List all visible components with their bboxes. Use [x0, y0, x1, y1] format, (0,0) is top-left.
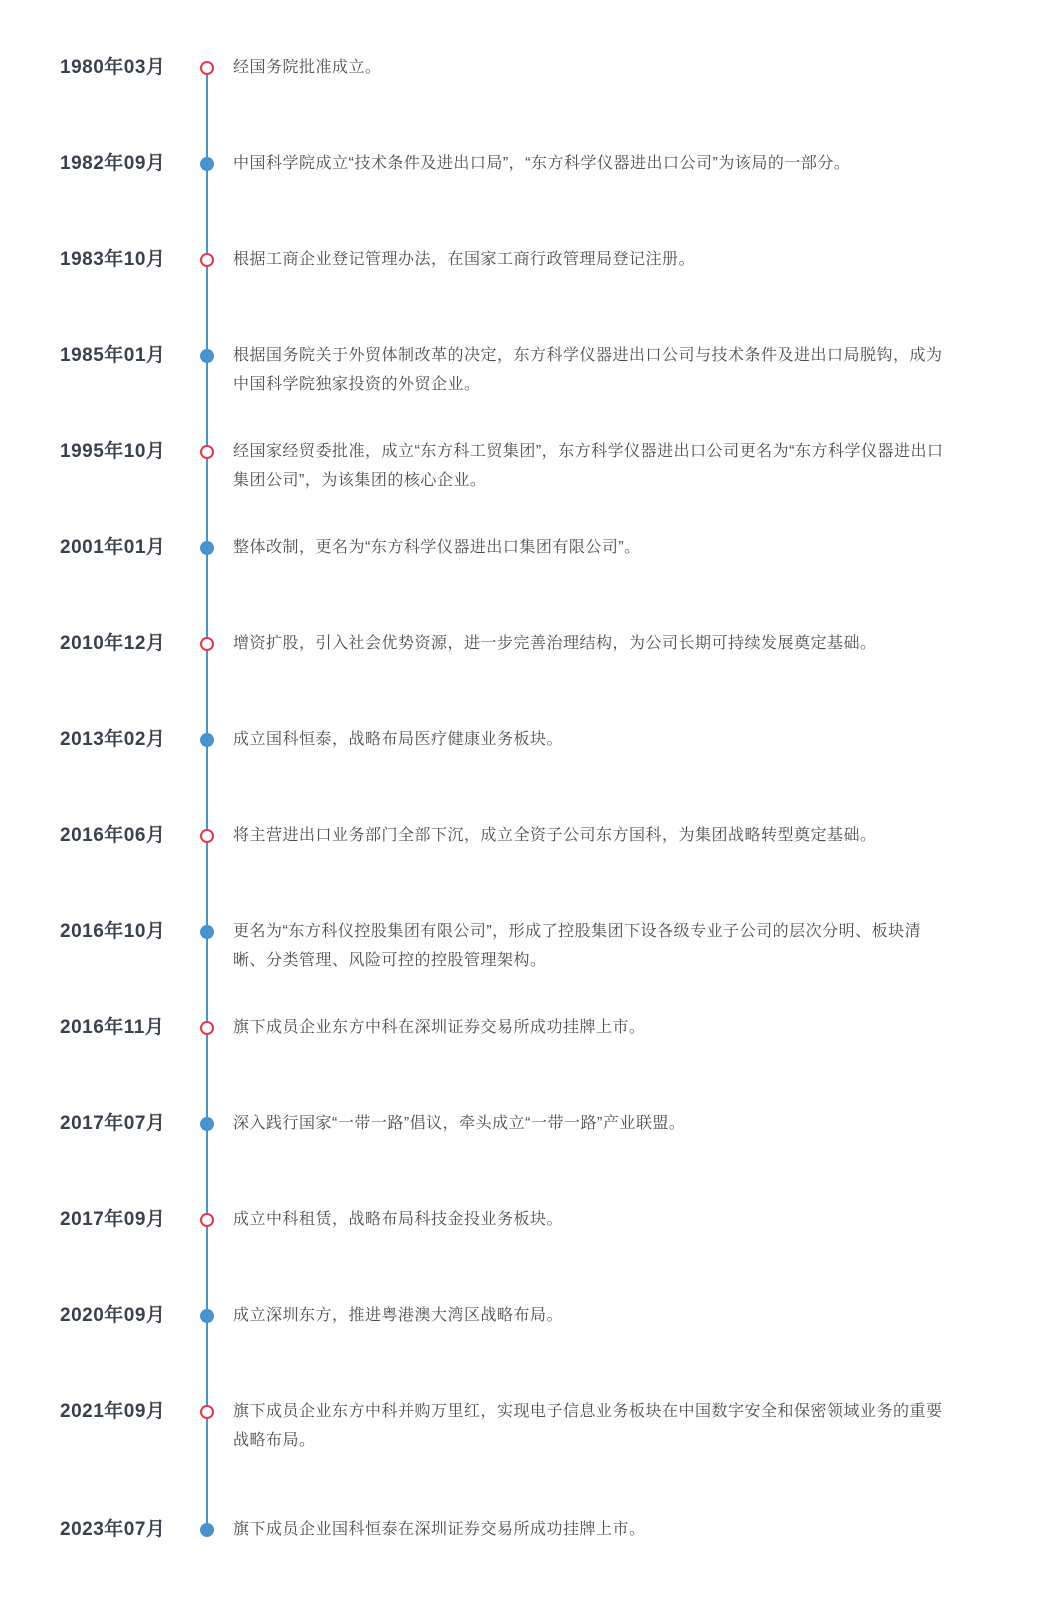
entry-description: 经国务院批准成立。: [233, 59, 382, 76]
entry-date: 2016年10月: [60, 921, 166, 942]
timeline-entry: [0, 634, 1064, 730]
entry-description: 经国家经贸委批准，成立“东方科工贸集团”，东方科学仪器进出口公司更名为“东方科学仪器进出口集团公司”，为该集团的核心企业。: [233, 443, 944, 489]
entry-description: 整体改制，更名为“东方科学仪器进出口集团有限公司”。: [233, 539, 641, 556]
milestone-dot-filled-icon: [200, 733, 214, 747]
milestone-dot-hollow-icon: [200, 1405, 214, 1419]
entry-date: 2013年02月: [60, 729, 166, 750]
entry-description: 根据国务院关于外贸体制改革的决定，东方科学仪器进出口公司与技术条件及进出口局脱钩，成为中国科学院独家投资的外贸企业。: [233, 347, 943, 393]
timeline-entry: [0, 1114, 1064, 1210]
milestone-dot-filled-icon: [200, 157, 214, 171]
milestone-dot-filled-icon: [200, 925, 214, 939]
entry-description: 中国科学院成立“技术条件及进出口局”，“东方科学仪器进出口公司”为该局的一部分。: [233, 155, 851, 172]
entry-date: 2016年06月: [60, 825, 166, 846]
entry-date: 1982年09月: [60, 153, 166, 174]
entry-date: 2017年07月: [60, 1113, 166, 1134]
entry-date: 2016年11月: [60, 1017, 165, 1038]
entry-date: 2020年09月: [60, 1305, 166, 1326]
milestone-dot-hollow-icon: [200, 1021, 214, 1035]
entry-date: 1980年03月: [60, 57, 166, 78]
entry-date: 2001年01月: [60, 537, 166, 558]
entry-description: 成立国科恒泰，战略布局医疗健康业务板块。: [233, 731, 564, 748]
timeline-entry: [0, 922, 1064, 1018]
milestone-dot-hollow-icon: [200, 61, 214, 75]
entry-description: 增资扩股，引入社会优势资源，进一步完善治理结构，为公司长期可持续发展奠定基础。: [233, 635, 877, 652]
timeline-entry: [0, 826, 1064, 922]
timeline-entry: [0, 1306, 1064, 1402]
entry-date: 2021年09月: [60, 1401, 166, 1422]
milestone-dot-hollow-icon: [200, 829, 214, 843]
entry-description: 成立中科租赁，战略布局科技金投业务板块。: [233, 1211, 564, 1228]
milestone-dot-filled-icon: [200, 1523, 214, 1537]
entry-description: 旗下成员企业东方中科并购万里红，实现电子信息业务板块在中国数字安全和保密领域业务的重要战略布局。: [233, 1403, 943, 1449]
timeline-entry: [0, 346, 1064, 442]
timeline-entry: [0, 730, 1064, 826]
timeline-entry: [0, 1210, 1064, 1306]
milestone-dot-filled-icon: [200, 541, 214, 555]
entry-description: 深入践行国家“一带一路”倡议，牵头成立“一带一路”产业联盟。: [233, 1115, 686, 1132]
timeline-entry: [0, 58, 1064, 154]
entry-date: 2023年07月: [60, 1519, 166, 1540]
entry-date: 1985年01月: [60, 345, 166, 366]
entry-description: 旗下成员企业东方中科在深圳证券交易所成功挂牌上市。: [233, 1019, 646, 1036]
timeline-entry: [0, 1520, 1064, 1616]
entry-description: 更名为“东方科仪控股集团有限公司”，形成了控股集团下设各级专业子公司的层次分明、板块清晰、分类管理、风险可控的控股管理架构。: [233, 923, 922, 969]
timeline-entry: [0, 538, 1064, 634]
milestone-dot-hollow-icon: [200, 1213, 214, 1227]
entry-date: 2017年09月: [60, 1209, 166, 1230]
milestone-dot-filled-icon: [200, 349, 214, 363]
milestone-dot-hollow-icon: [200, 637, 214, 651]
entry-date: 1995年10月: [60, 441, 166, 462]
milestone-dot-hollow-icon: [200, 445, 214, 459]
entry-description: 根据工商企业登记管理办法，在国家工商行政管理局登记注册。: [233, 251, 696, 268]
timeline-entry: [0, 154, 1064, 250]
timeline-entry: [0, 442, 1064, 538]
entry-description: 将主营进出口业务部门全部下沉，成立全资子公司东方国科，为集团战略转型奠定基础。: [233, 827, 877, 844]
entry-date: 2010年12月: [60, 633, 166, 654]
timeline-entry: [0, 1402, 1064, 1498]
milestone-dot-filled-icon: [200, 1117, 214, 1131]
timeline-entry: [0, 1018, 1064, 1114]
milestone-dot-filled-icon: [200, 1309, 214, 1323]
entry-description: 旗下成员企业国科恒泰在深圳证券交易所成功挂牌上市。: [233, 1521, 646, 1538]
timeline-entry: [0, 250, 1064, 346]
entry-description: 成立深圳东方，推进粤港澳大湾区战略布局。: [233, 1307, 564, 1324]
milestone-dot-hollow-icon: [200, 253, 214, 267]
entry-date: 1983年10月: [60, 249, 166, 270]
